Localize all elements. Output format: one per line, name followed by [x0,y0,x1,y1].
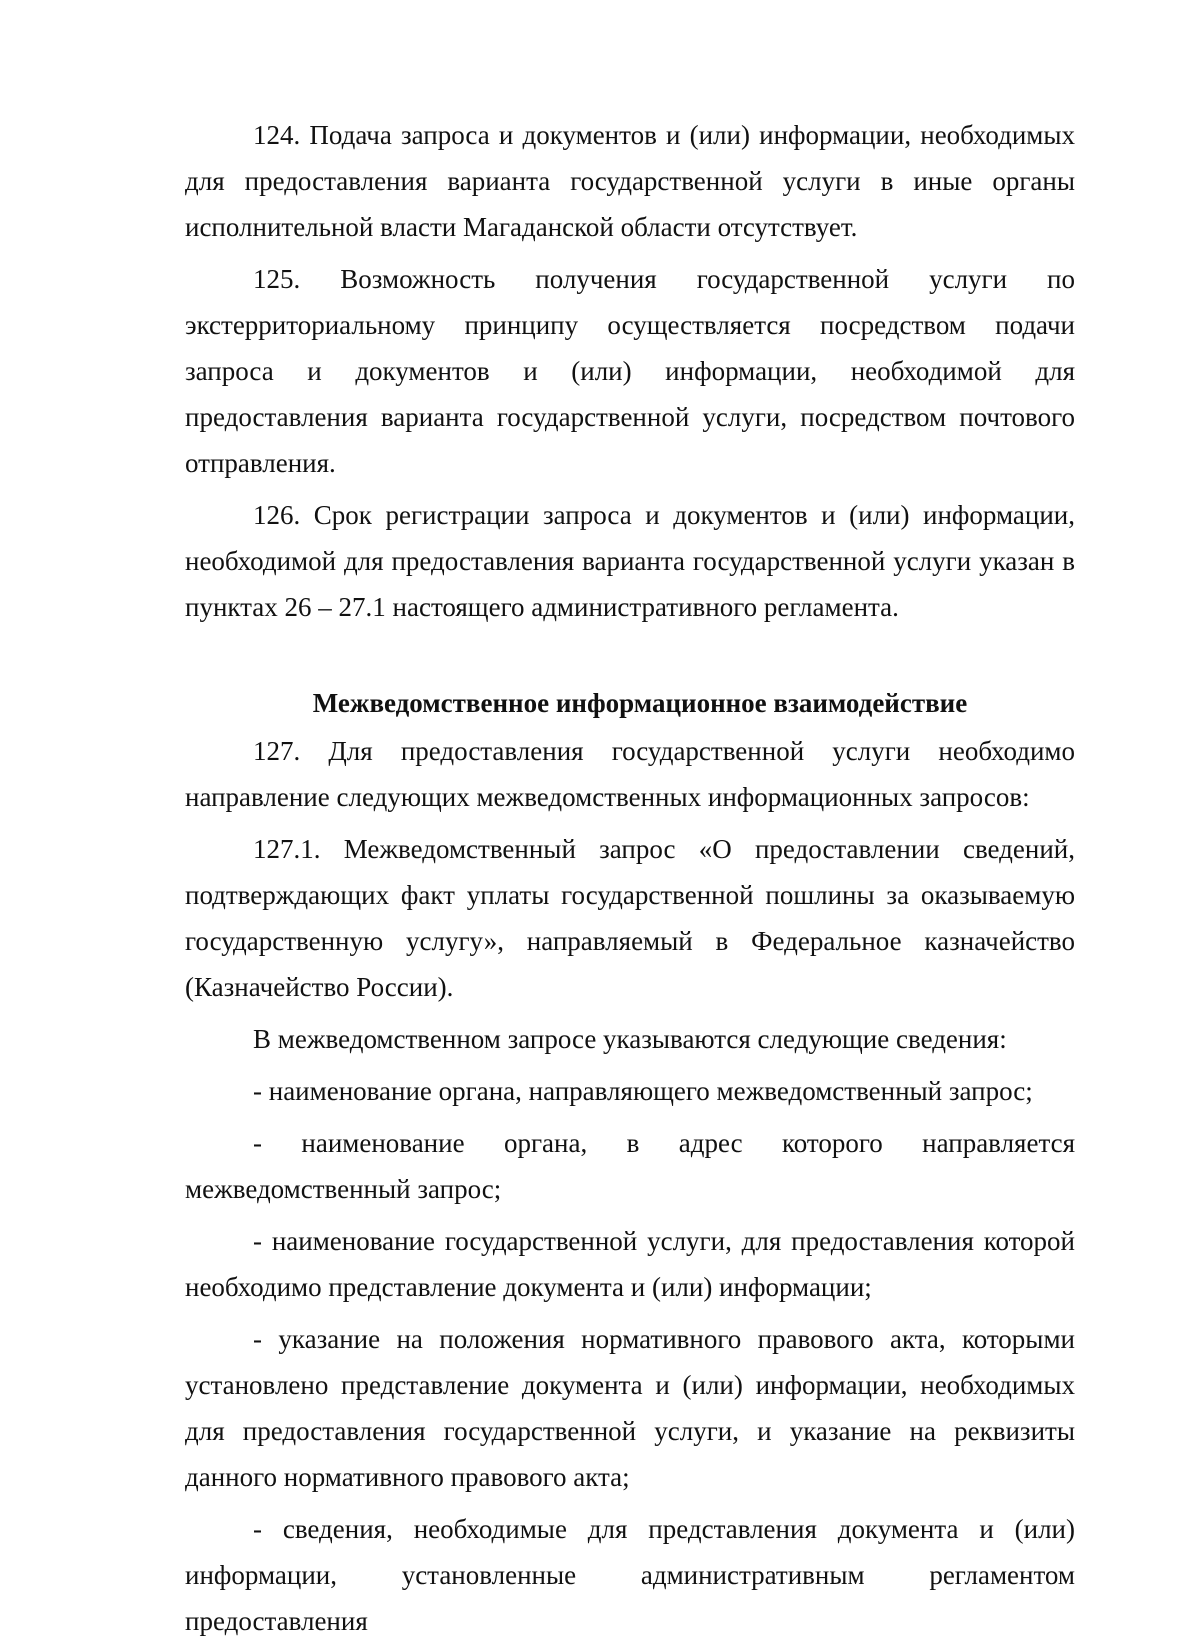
document-body [185,110,1075,1644]
section-gap [185,630,1075,680]
list-item-sending-authority: - наименование органа, направляющего межведомственный запрос; [253,1076,1033,1106]
paragraph-124: 124. Подача запроса и документов и (или) информации, необходимых для предоставления варианта государственной услуги в иные органы исполнительной власти Магаданской области отсутствует. [185,120,1075,242]
list-item-legal-act: - указание на положения нормативного правового акта, которыми установлено представление документа и (или) информации, необходимых для предоставления государственной услуги, и указание на реквизиты данного нормативного правового акта; [185,1324,1075,1492]
list-item-service-name: - наименование государственной услуги, для предоставления которой необходимо представление документа и (или) информации; [185,1226,1075,1302]
paragraph-127-1: 127.1. Межведомственный запрос «О предоставлении сведений, подтверждающих факт уплаты государственной пошлины за оказываемую государственную услугу», направляемый в Федеральное казначейство (Казначейство России). [185,834,1075,1002]
list-item-receiving-authority: - наименование органа, в адрес которого направляется межведомственный запрос; [185,1128,1075,1204]
paragraph-request-info-intro: В межведомственном запросе указываются следующие сведения: [253,1024,1007,1054]
section-heading: Межведомственное информационное взаимодействие [312,688,968,718]
paragraph-126: 126. Срок регистрации запроса и документов и (или) информации, необходимой для предоставления варианта государственной услуги указан в пунктах 26 – 27.1 настоящего административного регламента. [185,500,1075,622]
list-item-required-info: - сведения, необходимые для представления документа и (или) информации, установленные административным регламентом предоставления [185,1514,1075,1636]
paragraph-125: 125. Возможность получения государственной услуги по экстерриториальному принципу осуществляется посредством подачи запроса и документов и (или) информации, необходимой для предоставления варианта государственной услуги, посредством почтового отправления. [185,264,1075,478]
paragraph-127: 127. Для предоставления государственной услуги необходимо направление следующих межведомственных информационных запросов: [185,736,1075,812]
